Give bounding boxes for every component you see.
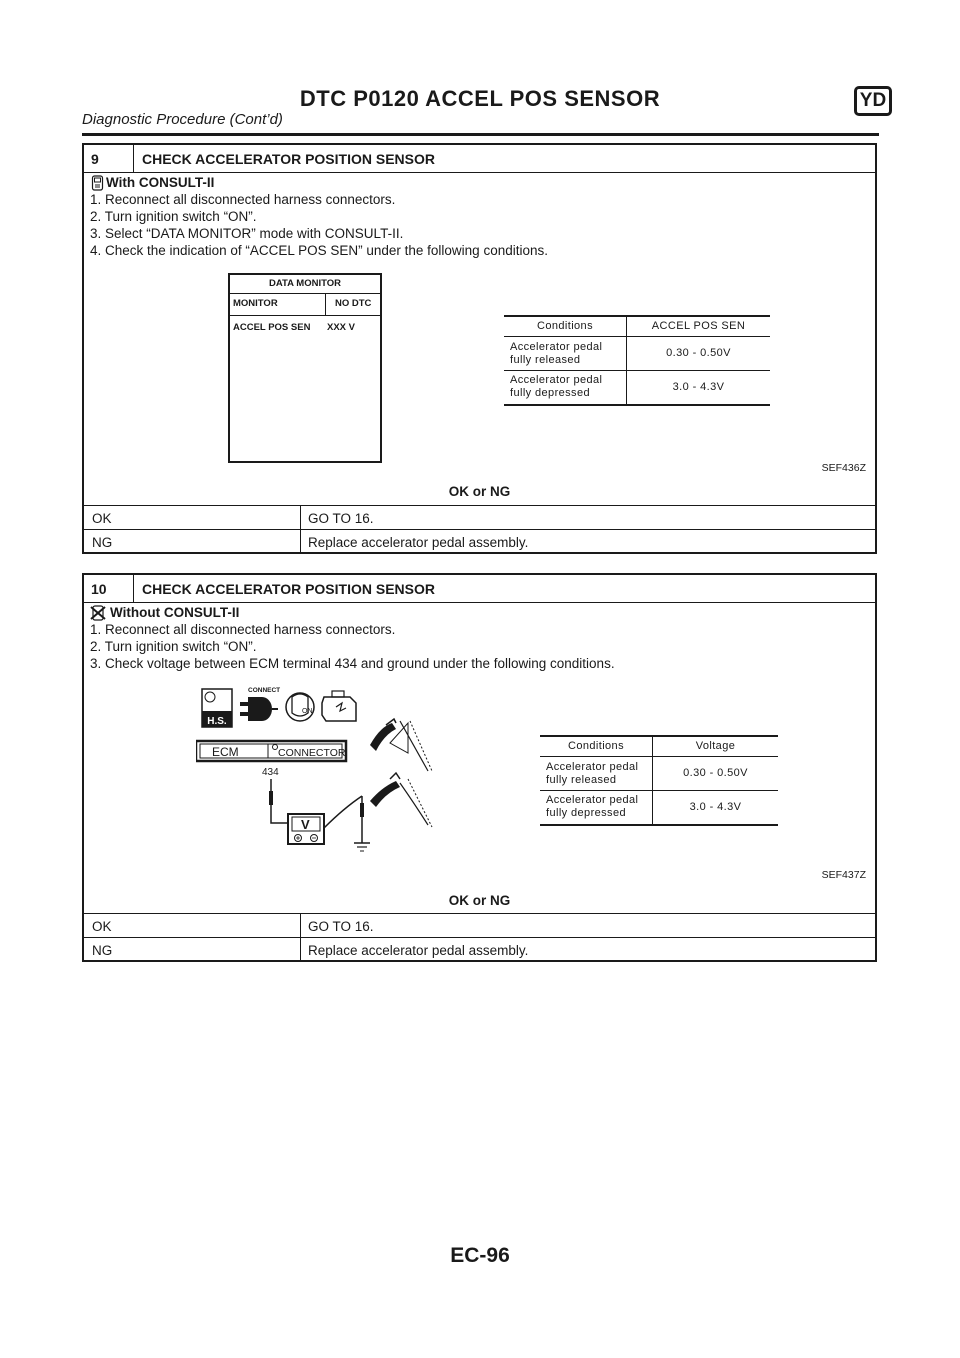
result-row-ok: OK GO TO 16. xyxy=(84,913,875,938)
monitor-item: ACCEL POS SEN xyxy=(233,322,311,333)
monitor-col-label: MONITOR xyxy=(233,298,278,309)
svg-text:CONNECT: CONNECT xyxy=(248,687,281,694)
step-9-box xyxy=(82,143,877,554)
instruction-line: 4. Check the indication of “ACCEL POS SEN” under the following conditions. xyxy=(90,243,548,258)
ecm-voltage-diagram xyxy=(196,683,436,873)
svg-text:CONNECTOR: CONNECTOR xyxy=(278,747,346,759)
svg-text:H.S.: H.S. xyxy=(207,716,227,727)
figure-code: SEF437Z xyxy=(821,869,866,881)
header-rule xyxy=(82,133,879,136)
step-number: 9 xyxy=(91,151,99,167)
monitor-status: NO DTC xyxy=(335,298,372,309)
voltage-table xyxy=(540,735,778,826)
step-9-body xyxy=(84,173,875,553)
instruction-line: 1. Reconnect all disconnected harness connectors. xyxy=(90,192,396,207)
table-row: Accelerator pedal fully depressed 3.0 - 4.3V xyxy=(504,371,770,405)
pedal-depressed-icon xyxy=(370,773,432,827)
ecm-connector xyxy=(196,741,346,778)
monitor-value: XXX V xyxy=(327,322,355,333)
instruction-line: 2. Turn ignition switch “ON”. xyxy=(90,209,257,224)
connector-plug-icon xyxy=(240,687,280,721)
hs-icon xyxy=(202,689,232,727)
instruction-line: 2. Turn ignition switch “ON”. xyxy=(90,639,257,654)
voltmeter xyxy=(269,779,370,851)
step-title: CHECK ACCELERATOR POSITION SENSOR xyxy=(142,581,435,597)
svg-text:434: 434 xyxy=(262,767,279,778)
result-row-ng: NG Replace accelerator pedal assembly. xyxy=(84,529,875,554)
instruction-line: 3. Select “DATA MONITOR” mode with CONSULT-II. xyxy=(90,226,404,241)
ok-ng-label: OK or NG xyxy=(448,893,511,908)
engine-badge: YD xyxy=(854,86,892,116)
table-header: Conditions xyxy=(540,736,653,757)
step-title: CHECK ACCELERATOR POSITION SENSOR xyxy=(142,151,435,167)
step-10-box xyxy=(82,573,877,962)
ignition-switch-icon xyxy=(286,693,314,721)
ok-ng-label: OK or NG xyxy=(448,484,511,499)
data-monitor-screen xyxy=(228,273,382,463)
table-header: ACCEL POS SEN xyxy=(651,320,746,332)
mode-label: Without CONSULT-II xyxy=(110,605,240,620)
step-10-body xyxy=(84,603,875,961)
step-9-header xyxy=(84,145,875,173)
instruction-line: 3. Check voltage between ECM terminal 434 and ground under the following conditions. xyxy=(90,656,615,671)
mode-label: With CONSULT-II xyxy=(106,175,215,190)
table-header: Voltage xyxy=(695,740,736,752)
monitor-title: DATA MONITOR xyxy=(230,275,380,294)
step-number: 10 xyxy=(91,581,107,597)
table-row: Accelerator pedal fully released 0.30 - 0.50V xyxy=(540,757,778,791)
engine-icon xyxy=(322,691,356,721)
consult-tool-icon xyxy=(90,175,105,191)
step-10-header xyxy=(84,575,875,603)
table-row: Accelerator pedal fully depressed 3.0 - 4.3V xyxy=(540,791,778,825)
table-header: Conditions xyxy=(504,316,627,337)
figure-code: SEF436Z xyxy=(821,462,866,474)
pedal-released-icon xyxy=(370,719,432,771)
table-row: Accelerator pedal fully released 0.30 - 0.50V xyxy=(504,337,770,371)
page-subtitle: Diagnostic Procedure (Cont’d) xyxy=(82,111,283,128)
svg-text:V: V xyxy=(301,817,310,832)
svg-text:ON: ON xyxy=(302,708,313,715)
page-title: DTC P0120 ACCEL POS SENSOR xyxy=(299,86,661,111)
instruction-line: 1. Reconnect all disconnected harness connectors. xyxy=(90,622,396,637)
result-row-ok: OK GO TO 16. xyxy=(84,505,875,530)
svg-text:ECM: ECM xyxy=(212,745,239,759)
no-consult-tool-icon xyxy=(90,605,106,621)
result-row-ng: NG Replace accelerator pedal assembly. xyxy=(84,937,875,962)
page-number: EC-96 xyxy=(450,1244,510,1267)
conditions-table xyxy=(504,315,770,406)
